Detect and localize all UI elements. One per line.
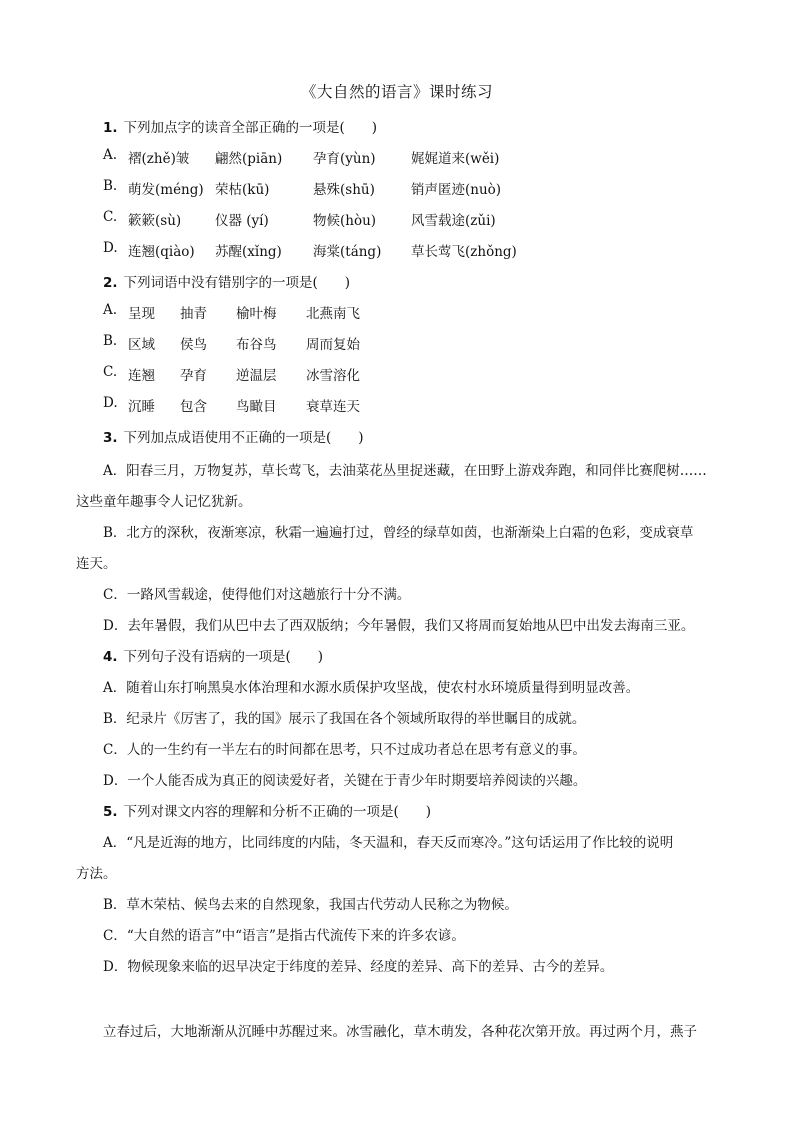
q2-option-a	[103, 302, 125, 318]
question-2-stem	[103, 271, 350, 291]
q5-option-b: B．草木荣枯、候鸟去来的自然现象，我国古代劳动人民称之为物候。	[103, 897, 518, 913]
option-letter: D.	[103, 395, 118, 411]
q3-option-c: C．一路风雪载途，使得他们对这趟旅行十分不满。	[103, 587, 411, 603]
q1-option-c-item-4: 风雪载途(zǔi)	[411, 213, 496, 229]
q1-option-b-item-2: 荣枯(kū)	[215, 182, 270, 198]
option-letter: D.	[103, 240, 118, 256]
option-letter: C.	[103, 364, 118, 380]
q2-option-b-item-3: 布谷鸟	[236, 337, 277, 353]
q5-option-a-line-2: 方法。	[76, 866, 117, 882]
q2-option-c-item-1: 连翘	[128, 368, 155, 384]
q1-option-b-item-1: 萌发(méng)	[128, 182, 204, 198]
q1-option-a-item-2: 翩然(piān)	[215, 151, 283, 167]
q3-option-a-line-1: A．阳春三月，万物复苏，草长莺飞，去油菜花丛里捉迷藏，在田野上游戏奔跑，和同伴比赛爬树……	[103, 463, 707, 479]
q4-option-c: C．人的一生约有一半左右的时间都在思考，只不过成功者总在思考有意义的事。	[103, 742, 586, 758]
q5-option-a-line-1: A．“凡是近海的地方，比同纬度的内陆，冬天温和，春天反而寒冷。”这句话运用了作比较的说明	[103, 835, 674, 851]
q1-option-c-item-1: 簌簌(sù)	[128, 213, 182, 229]
q2-option-b	[103, 333, 125, 349]
q2-option-d-item-4: 衰草连天	[306, 399, 360, 415]
q2-option-d-item-1: 沉睡	[128, 399, 155, 415]
q1-option-b-item-4: 销声匿迹(nuò)	[411, 182, 502, 198]
question-number: 3.	[103, 430, 118, 446]
q5-option-d: D．物候现象来临的迟早决定于纬度的差异、经度的差异、高下的差异、古今的差异。	[103, 959, 614, 975]
q2-option-b-item-1: 区域	[128, 337, 155, 353]
question-number: 2.	[103, 275, 118, 291]
q2-option-b-item-4: 周而复始	[306, 337, 360, 353]
q1-option-d-item-1: 连翘(qiào)	[128, 244, 195, 260]
question-text: 下列词语中没有错别字的一项是( )	[123, 275, 351, 291]
question-number: 1.	[103, 120, 118, 136]
q1-option-b	[103, 178, 125, 194]
option-letter: B.	[103, 333, 118, 349]
q2-option-a-item-3: 榆叶梅	[236, 306, 277, 322]
question-1-stem	[103, 116, 377, 136]
question-text: 下列句子没有语病的一项是( )	[123, 649, 324, 665]
q4-option-d: D．一个人能否成为真正的阅读爱好者，关键在于青少年时期要培养阅读的兴趣。	[103, 773, 587, 789]
question-text: 下列对课文内容的理解和分析不正确的一项是( )	[123, 804, 432, 820]
q1-option-c-item-3: 物候(hòu)	[313, 213, 377, 229]
q2-option-c-item-3: 逆温层	[236, 368, 277, 384]
question-3-stem	[103, 426, 364, 446]
question-number: 4.	[103, 649, 118, 665]
q3-option-b-line-1: B．北方的深秋，夜渐寒凉，秋霜一遍遍打过，曾经的绿草如茵，也渐渐染上白霜的色彩，变成衰草	[103, 525, 694, 541]
option-letter: A.	[103, 302, 118, 318]
q2-option-a-item-1: 呈现	[128, 306, 155, 322]
q1-option-c-item-2: 仪器 (yí)	[215, 213, 269, 229]
q2-option-c-item-2: 孕育	[180, 368, 207, 384]
q2-option-d-item-3: 鸟瞰目	[236, 399, 277, 415]
question-text: 下列加点字的读音全部正确的一项是( )	[123, 120, 378, 136]
q1-option-d-item-2: 苏醒(xǐng)	[215, 244, 282, 260]
q3-option-a-line-2: 这些童年趣事令人记忆犹新。	[76, 494, 252, 510]
q1-option-d-item-4: 草长莺飞(zhǒng)	[411, 244, 517, 260]
q4-option-b: B．纪录片《厉害了，我的国》展示了我国在各个领域所取得的举世瞩目的成就。	[103, 711, 586, 727]
q4-option-a: A．随着山东打响黑臭水体治理和水源水质保护攻坚战，使农村水环境质量得到明显改善。	[103, 680, 640, 696]
q2-option-d-item-2: 包含	[180, 399, 207, 415]
q3-option-d: D．去年暑假，我们从巴中去了西双版纳；今年暑假，我们又将周而复始地从巴中出发去海南三亚。	[103, 618, 695, 634]
q3-option-b-line-2: 连天。	[76, 556, 117, 572]
question-4-stem	[103, 645, 323, 665]
option-letter: A.	[103, 147, 118, 163]
q1-option-a	[103, 147, 125, 163]
q1-option-d-item-3: 海棠(táng)	[313, 244, 382, 260]
q1-option-a-item-3: 孕育(yùn)	[313, 151, 376, 167]
q2-option-a-item-4: 北燕南飞	[306, 306, 360, 322]
q2-option-a-item-2: 抽青	[180, 306, 207, 322]
question-5-stem	[103, 800, 431, 820]
q2-option-c-item-4: 冰雪溶化	[306, 368, 360, 384]
q2-option-c	[103, 364, 125, 380]
q2-option-b-item-2: 侯鸟	[180, 337, 207, 353]
option-letter: C.	[103, 209, 118, 225]
question-text: 下列加点成语使用不正确的一项是( )	[123, 430, 364, 446]
page-title: 《大自然的语言》课时练习	[300, 83, 493, 101]
option-letter: B.	[103, 178, 118, 194]
reading-passage-line-1: 立春过后，大地渐渐从沉睡中苏醒过来。冰雪融化，草木萌发，各种花次第开放。再过两个月，燕子	[103, 1024, 697, 1040]
q2-option-d	[103, 395, 125, 411]
q1-option-c	[103, 209, 125, 225]
q1-option-a-item-1: 褶(zhě)皱	[128, 151, 190, 167]
q5-option-c: C．“大自然的语言”中“语言”是指古代流传下来的许多农谚。	[103, 928, 465, 944]
q1-option-a-item-4: 娓娓道来(wěi)	[411, 151, 500, 167]
q1-option-b-item-3: 悬殊(shū)	[313, 182, 375, 198]
q1-option-d	[103, 240, 125, 256]
question-number: 5.	[103, 804, 118, 820]
